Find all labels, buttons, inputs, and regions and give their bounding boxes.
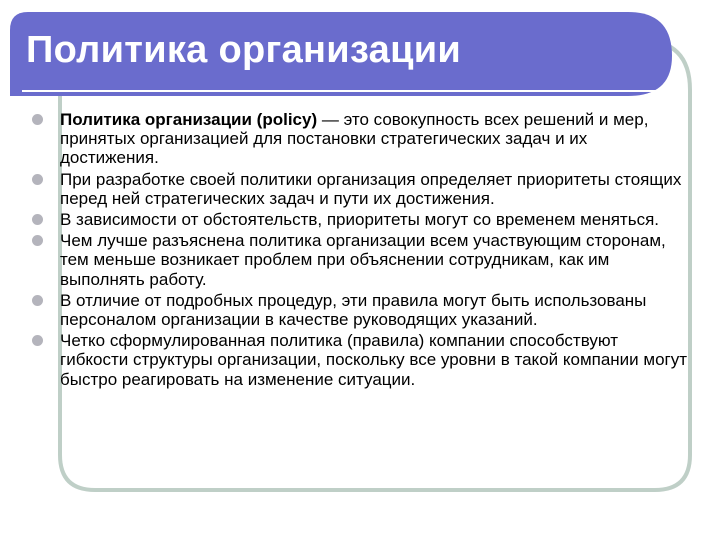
bullet-icon	[32, 114, 43, 125]
bullet-text: В отличие от подробных процедур, эти правила могут быть использованы персоналом организации в качестве руководящих указаний.	[60, 290, 647, 330]
bullet-list	[30, 110, 690, 391]
list-item	[30, 291, 690, 329]
bullet-text: В зависимости от обстоятельств, приоритеты могут со временем меняться.	[60, 210, 659, 230]
bullet-icon	[32, 295, 43, 306]
slide-title: Политика организации	[26, 29, 462, 71]
definition-term: Политика организации (policy)	[60, 110, 318, 129]
list-item	[30, 231, 690, 289]
bullet-text: При разработке своей политики организация определяет приоритеты стоящих перед ней стратегических задач и пути их достижения.	[60, 169, 682, 208]
bullet-icon	[32, 335, 43, 346]
bullet-text: Четко сформулированная политика (правила) компании способствуют гибкости структуры организации, поскольку все уровни в такой компании могут быстро реагировать на изменение ситуации.	[60, 331, 688, 389]
list-item	[30, 210, 690, 229]
list-item	[30, 170, 690, 208]
list-item	[30, 331, 690, 389]
list-item	[30, 110, 690, 168]
bullet-icon	[32, 214, 43, 225]
bullet-text: Чем лучше разъяснена политика организации всем участвующим сторонам, тем меньше возникает проблем при объяснении сотрудникам, как им выполнять работу.	[60, 231, 666, 289]
bullet-text: — это совокупность всех решений и мер, принятых организацией для постановки стратегических задач и их достижения.	[60, 110, 649, 168]
bullet-icon	[32, 174, 43, 185]
bullet-icon	[32, 235, 43, 246]
